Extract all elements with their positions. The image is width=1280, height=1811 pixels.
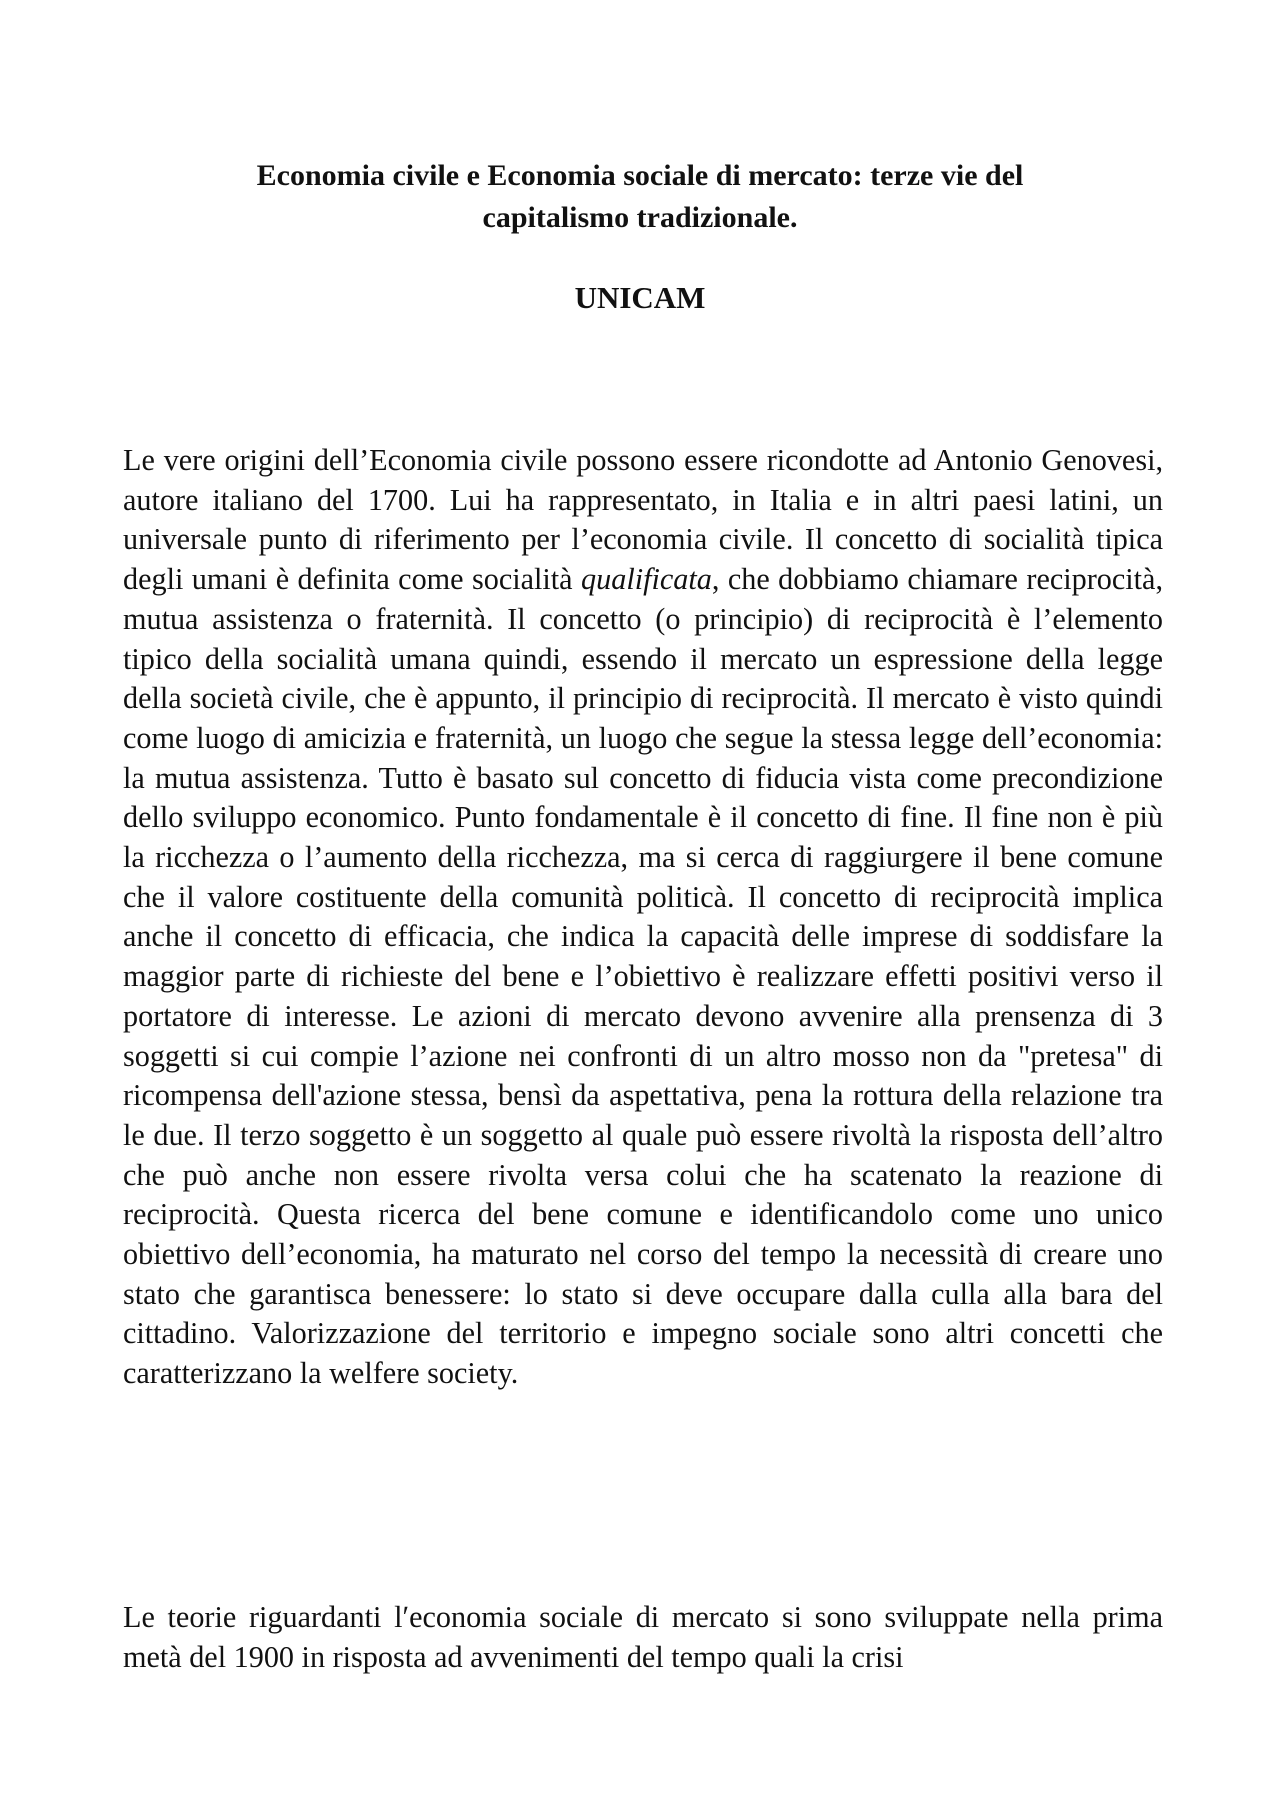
paragraph-1-text-end: , che dobbiamo chiamare reciprocità, mutua assistenza o fraternità. Il concetto (o principio) di reciprocità è l’elemento tipico della socialità umana quindi, essendo il mercato un espressione della legge della società civile, che è appunto, il principio di reciprocità. Il mercato è visto quindi come luogo di amicizia e fraternità, un luogo che segue la stessa legge dell’economia: la mutua assistenza. Tutto è basato sul concetto di fiducia vista come precondizione dello sviluppo economico. Punto fondamentale è il concetto di fine. Il fine non è più la ricchezza o l’aumento della ricchezza, ma si cerca di raggiurgere il bene comune che il valore costituente della comunità politicà. Il concetto di reciprocità implica anche il concetto di efficacia, che indica la capacità delle imprese di soddisfare la maggior parte di richieste del bene e l’obiettivo è realizzare effetti positivi verso il portatore di interesse. Le azioni di mercato devono avvenire alla prensenza di 3 soggetti si cui compie l’azione nei confronti di un altro mosso non da "pretesa" di ricompensa dell'azione stessa, bensì da aspettativa, pena la rottura della relazione tra le due. Il terzo soggetto è un soggetto al quale può essere rivoltà la risposta dell’altro che può anche non essere rivolta versa colui che ha scatenato la reazione di reciprocità. Questa ricerca del bene comune e identificandolo come uno unico obiettivo dell’economia, ha maturato nel corso del tempo la necessità di creare uno stato che garantisca benessere: lo stato si deve occupare dalla culla alla bara del cittadino. Valorizzazione del territorio e impegno sociale sono altri concetti che caratterizzano la welfere society. xyxy=(123,562,1163,1391)
title-line-1: Economia civile e Economia sociale di mercato: terze vie del xyxy=(256,159,1024,192)
document-title xyxy=(160,155,1120,239)
paragraph-economia-sociale: Le teorie riguardanti lʹeconomia sociale di mercato si sono sviluppate nella prima metà del 1900 in risposta ad avvenimenti del tempo quali la crisi xyxy=(123,1600,1163,1674)
document-subtitle: UNICAM xyxy=(574,280,706,315)
paragraph-1-italic-term: qualificata xyxy=(581,562,712,597)
paragraph-1-text-start: Le vere origini dell’Economia civile possono essere ricondotte ad Antonio Genovesi, autore italiano del 1700. Lui ha rappresentato, in Italia e in altri paesi latini, un universale punto di riferimento per l’economia civile. Il concetto di socialità tipica degli umani è definita come socialità xyxy=(123,443,1163,597)
title-line-2: capitalismo tradizionale. xyxy=(482,201,798,234)
paragraph-economia-civile xyxy=(123,441,1163,1394)
